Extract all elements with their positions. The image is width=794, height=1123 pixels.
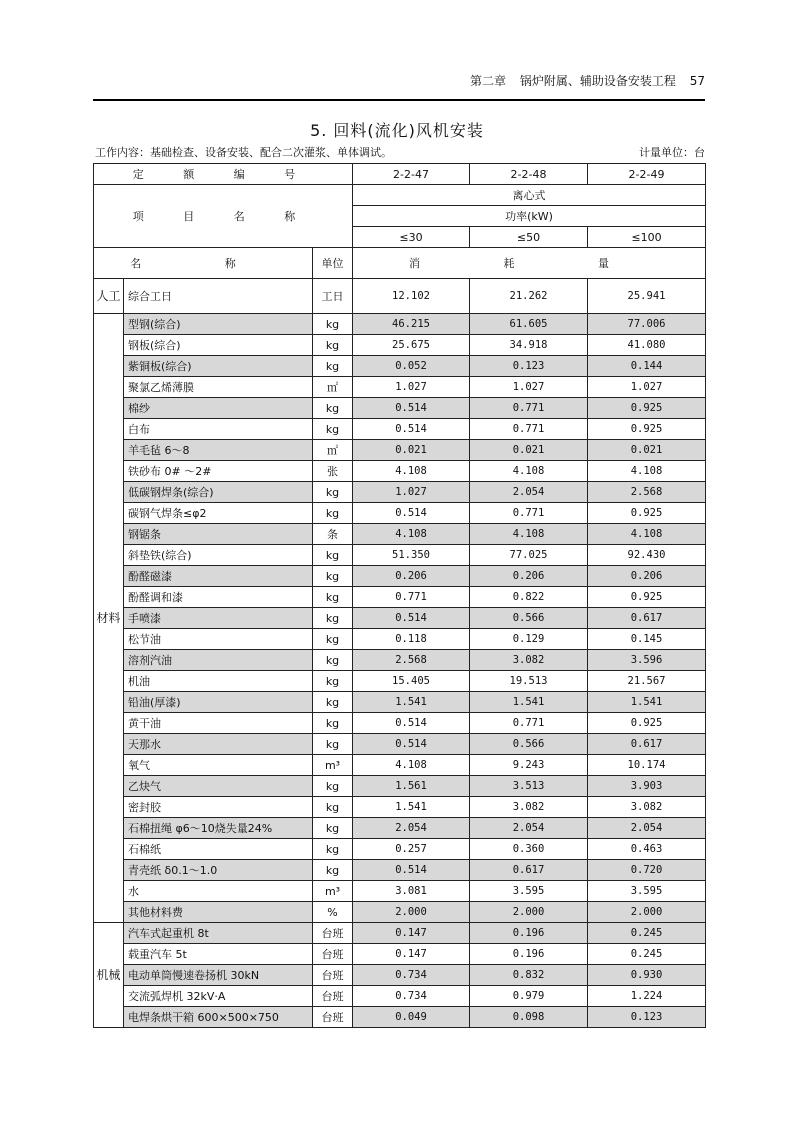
table-row xyxy=(94,398,706,419)
row-name: 酚醛调和漆 xyxy=(124,587,313,608)
row-unit: kg xyxy=(313,839,353,860)
row-value: 2.054 xyxy=(470,482,588,503)
row-value: 1.027 xyxy=(353,482,470,503)
row-value: 0.832 xyxy=(470,965,588,986)
row-value: 9.243 xyxy=(470,755,588,776)
row-value: 0.734 xyxy=(353,965,470,986)
quota-table xyxy=(93,163,706,1028)
row-unit: ㎡ xyxy=(313,440,353,461)
row-unit: 张 xyxy=(313,461,353,482)
row-name: 石棉纸 xyxy=(124,839,313,860)
row-value: 4.108 xyxy=(470,461,588,482)
row-value: 0.147 xyxy=(353,944,470,965)
row-name: 载重汽车 5t xyxy=(124,944,313,965)
page-number: 57 xyxy=(689,74,705,88)
row-value: 0.123 xyxy=(470,356,588,377)
header-rule xyxy=(93,99,705,101)
col-unit-header: 单位 xyxy=(313,248,353,279)
row-value: 4.108 xyxy=(353,461,470,482)
row-unit: kg xyxy=(313,713,353,734)
row-value: 51.350 xyxy=(353,545,470,566)
row-value: 0.463 xyxy=(588,839,706,860)
row-value: 2.568 xyxy=(353,650,470,671)
row-name: 石棉扭绳 φ6～10烧失量24% xyxy=(124,818,313,839)
table-row xyxy=(94,692,706,713)
row-name: 综合工日 xyxy=(124,279,313,314)
row-value: 0.196 xyxy=(470,944,588,965)
table-row xyxy=(94,377,706,398)
table-row xyxy=(94,314,706,335)
item-name-label: 项 目 名 称 xyxy=(94,185,353,248)
row-value: 0.617 xyxy=(588,608,706,629)
row-value: 21.567 xyxy=(588,671,706,692)
row-value: 1.561 xyxy=(353,776,470,797)
table-row xyxy=(94,587,706,608)
row-value: 0.245 xyxy=(588,944,706,965)
table-row xyxy=(94,902,706,923)
row-value: 2.000 xyxy=(588,902,706,923)
row-value: 0.206 xyxy=(353,566,470,587)
row-value: 0.514 xyxy=(353,419,470,440)
row-name: 青壳纸 δ0.1～1.0 xyxy=(124,860,313,881)
table-row xyxy=(94,944,706,965)
row-name: 铁砂布 0# ～2# xyxy=(124,461,313,482)
table-row xyxy=(94,734,706,755)
table-row xyxy=(94,335,706,356)
row-name: 黄干油 xyxy=(124,713,313,734)
row-name: 机油 xyxy=(124,671,313,692)
section-label: 锅炉附属、辅助设备安装工程 xyxy=(519,74,676,88)
row-value: 0.144 xyxy=(588,356,706,377)
code-cell: 2-2-48 xyxy=(470,164,588,185)
row-value: 0.514 xyxy=(353,608,470,629)
quota-code-label: 定 额 编 号 xyxy=(94,164,353,185)
table-row xyxy=(94,650,706,671)
row-unit: kg xyxy=(313,314,353,335)
row-value: 4.108 xyxy=(588,524,706,545)
row-unit: kg xyxy=(313,398,353,419)
row-value: 1.541 xyxy=(353,797,470,818)
row-value: 3.595 xyxy=(588,881,706,902)
row-value: 10.174 xyxy=(588,755,706,776)
code-cell: 2-2-49 xyxy=(588,164,706,185)
row-value: 0.930 xyxy=(588,965,706,986)
row-unit: 台班 xyxy=(313,986,353,1007)
row-value: 2.054 xyxy=(353,818,470,839)
row-unit: % xyxy=(313,902,353,923)
row-value: 25.675 xyxy=(353,335,470,356)
row-name: 棉纱 xyxy=(124,398,313,419)
row-value: 0.771 xyxy=(470,503,588,524)
table-row xyxy=(94,503,706,524)
row-value: 0.118 xyxy=(353,629,470,650)
row-value: 25.941 xyxy=(588,279,706,314)
row-unit: kg xyxy=(313,650,353,671)
row-value: 0.925 xyxy=(588,503,706,524)
row-value: 1.541 xyxy=(588,692,706,713)
row-unit: kg xyxy=(313,482,353,503)
table-row xyxy=(94,776,706,797)
row-name: 氧气 xyxy=(124,755,313,776)
row-unit: kg xyxy=(313,692,353,713)
power-label: 功率(kW) xyxy=(353,206,706,227)
row-value: 0.206 xyxy=(588,566,706,587)
row-value: 0.771 xyxy=(353,587,470,608)
row-value: 0.196 xyxy=(470,923,588,944)
row-name: 其他材料费 xyxy=(124,902,313,923)
row-value: 2.054 xyxy=(588,818,706,839)
chapter-label: 第二章 xyxy=(470,74,507,88)
row-unit: kg xyxy=(313,503,353,524)
table-row xyxy=(94,1007,706,1028)
row-value: 77.006 xyxy=(588,314,706,335)
row-unit: m³ xyxy=(313,755,353,776)
row-value: 61.605 xyxy=(470,314,588,335)
table-row xyxy=(94,671,706,692)
table-row xyxy=(94,566,706,587)
unit-note: 计量单位：台 xyxy=(639,146,705,159)
row-unit: kg xyxy=(313,335,353,356)
row-value: 4.108 xyxy=(353,755,470,776)
table-row xyxy=(94,461,706,482)
row-value: 12.102 xyxy=(353,279,470,314)
row-value: 1.027 xyxy=(470,377,588,398)
type-cell: 离心式 xyxy=(353,185,706,206)
table-row xyxy=(94,986,706,1007)
row-name: 溶剂汽油 xyxy=(124,650,313,671)
row-value: 1.027 xyxy=(353,377,470,398)
row-value: 77.025 xyxy=(470,545,588,566)
row-unit: 台班 xyxy=(313,1007,353,1028)
power-cell: ≤50 xyxy=(470,227,588,248)
table-row xyxy=(94,279,706,314)
row-value: 0.514 xyxy=(353,860,470,881)
row-name: 钢板(综合) xyxy=(124,335,313,356)
table-row xyxy=(94,923,706,944)
row-value: 0.734 xyxy=(353,986,470,1007)
row-unit: 条 xyxy=(313,524,353,545)
category-cell: 材料 xyxy=(94,314,124,923)
row-name: 白布 xyxy=(124,419,313,440)
table-row xyxy=(94,860,706,881)
category-cell: 机械 xyxy=(94,923,124,1028)
row-unit: kg xyxy=(313,419,353,440)
work-content: 工作内容：基础检查、设备安装、配合二次灌浆、单体调试。 xyxy=(95,146,392,159)
row-name: 聚氯乙烯薄膜 xyxy=(124,377,313,398)
row-name: 酚醛磁漆 xyxy=(124,566,313,587)
row-name: 交流弧焊机 32kV·A xyxy=(124,986,313,1007)
row-unit: kg xyxy=(313,797,353,818)
power-cell: ≤30 xyxy=(353,227,470,248)
row-value: 0.566 xyxy=(470,734,588,755)
col-consume-header: 消 耗 量 xyxy=(353,248,706,279)
row-value: 92.430 xyxy=(588,545,706,566)
row-unit: 台班 xyxy=(313,965,353,986)
row-value: 19.513 xyxy=(470,671,588,692)
row-unit: kg xyxy=(313,356,353,377)
category-cell: 人工 xyxy=(94,279,124,314)
row-value: 0.617 xyxy=(588,734,706,755)
table-row xyxy=(94,419,706,440)
table-row xyxy=(94,818,706,839)
row-value: 0.514 xyxy=(353,503,470,524)
row-value: 0.514 xyxy=(353,734,470,755)
row-value: 0.145 xyxy=(588,629,706,650)
row-value: 0.360 xyxy=(470,839,588,860)
row-value: 0.925 xyxy=(588,419,706,440)
row-unit: kg xyxy=(313,734,353,755)
row-value: 3.081 xyxy=(353,881,470,902)
row-unit: m³ xyxy=(313,881,353,902)
row-name: 水 xyxy=(124,881,313,902)
row-value: 0.771 xyxy=(470,713,588,734)
row-value: 2.054 xyxy=(470,818,588,839)
row-value: 0.021 xyxy=(353,440,470,461)
row-value: 0.925 xyxy=(588,398,706,419)
row-value: 4.108 xyxy=(588,461,706,482)
row-name: 电动单筒慢速卷扬机 30kN xyxy=(124,965,313,986)
row-name: 铅油(厚漆) xyxy=(124,692,313,713)
col-name-header: 名 称 xyxy=(94,248,313,279)
row-value: 0.049 xyxy=(353,1007,470,1028)
row-value: 0.925 xyxy=(588,587,706,608)
row-name: 天那水 xyxy=(124,734,313,755)
row-name: 松节油 xyxy=(124,629,313,650)
row-value: 3.595 xyxy=(470,881,588,902)
row-value: 0.257 xyxy=(353,839,470,860)
table-row xyxy=(94,545,706,566)
row-unit: kg xyxy=(313,860,353,881)
table-row xyxy=(94,482,706,503)
row-value: 21.262 xyxy=(470,279,588,314)
table-row xyxy=(94,839,706,860)
row-unit: ㎡ xyxy=(313,377,353,398)
row-value: 0.822 xyxy=(470,587,588,608)
row-value: 3.082 xyxy=(588,797,706,818)
row-unit: 工日 xyxy=(313,279,353,314)
row-name: 钢锯条 xyxy=(124,524,313,545)
row-unit: kg xyxy=(313,671,353,692)
row-value: 4.108 xyxy=(353,524,470,545)
row-name: 羊毛毡 6～8 xyxy=(124,440,313,461)
row-unit: 台班 xyxy=(313,944,353,965)
row-unit: kg xyxy=(313,587,353,608)
row-name: 汽车式起重机 8t xyxy=(124,923,313,944)
row-value: 0.617 xyxy=(470,860,588,881)
row-unit: kg xyxy=(313,629,353,650)
row-value: 0.720 xyxy=(588,860,706,881)
row-value: 0.566 xyxy=(470,608,588,629)
table-row xyxy=(94,755,706,776)
row-value: 2.568 xyxy=(588,482,706,503)
row-value: 0.129 xyxy=(470,629,588,650)
row-value: 2.000 xyxy=(353,902,470,923)
row-unit: kg xyxy=(313,566,353,587)
table-row xyxy=(94,629,706,650)
row-value: 0.245 xyxy=(588,923,706,944)
row-value: 1.224 xyxy=(588,986,706,1007)
row-value: 1.027 xyxy=(588,377,706,398)
row-value: 34.918 xyxy=(470,335,588,356)
row-value: 0.021 xyxy=(588,440,706,461)
code-cell: 2-2-47 xyxy=(353,164,470,185)
row-value: 46.215 xyxy=(353,314,470,335)
row-name: 电焊条烘干箱 600×500×750 xyxy=(124,1007,313,1028)
row-value: 0.206 xyxy=(470,566,588,587)
row-value: 2.000 xyxy=(470,902,588,923)
table-row xyxy=(94,881,706,902)
row-value: 0.979 xyxy=(470,986,588,1007)
row-value: 3.513 xyxy=(470,776,588,797)
row-value: 15.405 xyxy=(353,671,470,692)
row-name: 碳钢气焊条≤φ2 xyxy=(124,503,313,524)
row-value: 3.082 xyxy=(470,650,588,671)
row-value: 0.771 xyxy=(470,419,588,440)
row-value: 4.108 xyxy=(470,524,588,545)
row-value: 0.514 xyxy=(353,713,470,734)
table-row xyxy=(94,713,706,734)
row-value: 0.021 xyxy=(470,440,588,461)
table-row xyxy=(94,524,706,545)
row-value: 0.514 xyxy=(353,398,470,419)
row-value: 3.596 xyxy=(588,650,706,671)
row-name: 低碳钢焊条(综合) xyxy=(124,482,313,503)
table-row xyxy=(94,608,706,629)
row-name: 紫铜板(综合) xyxy=(124,356,313,377)
table-row xyxy=(94,797,706,818)
row-unit: kg xyxy=(313,818,353,839)
row-value: 3.082 xyxy=(470,797,588,818)
row-value: 41.080 xyxy=(588,335,706,356)
row-name: 斜垫铁(综合) xyxy=(124,545,313,566)
row-name: 乙炔气 xyxy=(124,776,313,797)
row-name: 手喷漆 xyxy=(124,608,313,629)
row-unit: kg xyxy=(313,608,353,629)
work-content-line xyxy=(95,144,705,160)
row-unit: 台班 xyxy=(313,923,353,944)
row-name: 密封胶 xyxy=(124,797,313,818)
row-value: 0.147 xyxy=(353,923,470,944)
row-value: 0.123 xyxy=(588,1007,706,1028)
power-cell: ≤100 xyxy=(588,227,706,248)
page-title: 5. 回料(流化)风机安装 xyxy=(310,121,484,140)
row-unit: kg xyxy=(313,545,353,566)
row-value: 0.098 xyxy=(470,1007,588,1028)
row-value: 0.052 xyxy=(353,356,470,377)
table-row xyxy=(94,356,706,377)
row-value: 1.541 xyxy=(470,692,588,713)
table-row xyxy=(94,440,706,461)
page-header xyxy=(93,72,705,94)
row-unit: kg xyxy=(313,776,353,797)
table-row xyxy=(94,965,706,986)
row-value: 0.771 xyxy=(470,398,588,419)
row-value: 1.541 xyxy=(353,692,470,713)
row-value: 0.925 xyxy=(588,713,706,734)
row-name: 型钢(综合) xyxy=(124,314,313,335)
row-value: 3.903 xyxy=(588,776,706,797)
